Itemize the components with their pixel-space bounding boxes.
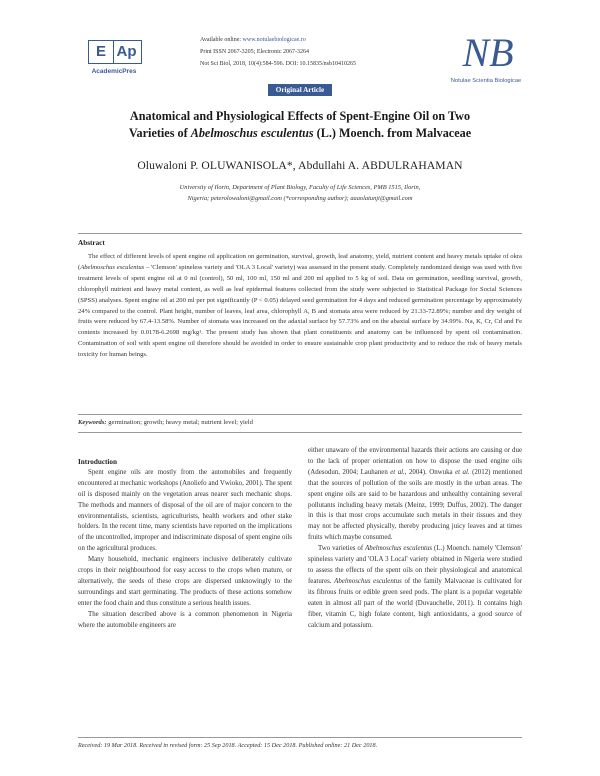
keywords-text: germination; growth; heavy metal; nutrient level; yield (106, 419, 253, 426)
journal-url[interactable]: www.notulaebiologicae.ro (242, 37, 306, 43)
abstract-text: The effect of different levels of spent engine oil application on germination, survival, growth, leaf anatomy, yield, nutrient content and heavy metals uptake of okra (Abelmoschus esculentus – 'Clemson' spineless variety and 'OLA 3 Local' variety) was assessed in the present study. Completely randomized design was used with five treatment levels of spent engine oil at 0 ml (control), 50 ml, 100 ml, 150 ml and 200 ml applied to 5 kg of soil. Data on germination, seedling survival, growth, chlorophyll nutrient and heavy metal content, as well as leaf epidermal features collected from the study were subjected to Statistical Package for Social Sciences (SPSS) analyses. Spent engine oil at 200 ml per pot significantly (P < 0.05) delayed seed germination for 4 days and reduced germination percentage by approximately 24% compared to the control. Plant height, number of leaves, leaf area, chlorophyll A, B and stomata area were reduced by 21.33-72.89%; number and dry weight of fruits were reduced by 67.4-13.58%. Number of stomata was increased on the adaxial surface by 57.73% and on the abaxial surface by 34.99%. Na, K, Cr, Cd and Fe contents increased by 0.0178-6.2698 mg/kg¹. The present study has shown that plant constituents and anatomy can be influenced by spent oil contamination. Contamination of soil with spent engine oil therefore should be avoided in order to ensure sustainable crop plant productivity and to reduce the risk of heavy metals toxicity for human beings. (78, 253, 522, 359)
right-column (308, 446, 522, 631)
author-list: Oluwaloni P. OLUWANISOLA*, Abdullahi A. ABDULRAHAMAN (137, 159, 463, 172)
introduction-heading: Introduction (78, 458, 118, 466)
divider-keywords-bottom (78, 432, 522, 433)
intro-paragraph-4: either unaware of the environmental hazards their actions are causing or due to the lack of proper orientation on how to dispose the used engine oils (Adesodun, 2004; Lauhanen et al., 2004). Onwuka et al. (2012) mentioned that the sources of pollution of the soils are mostly in the urban areas. The spent engine oils are said to be hazardous and unhealthy containing several pollutants including heavy metals (Meinz, 1999; Duffus, 2002). The danger in this is that most crops accumulate such metals in their tissues and they may not be affected physically, thereby producing juicy leaves and at times fruits which maybe consumed. (308, 447, 522, 542)
academicpres-logo (86, 40, 142, 84)
divider-top (78, 233, 522, 234)
intro-paragraph-1: Spent engine oils are mostly from the automobiles and frequently encountered at mechanic workshops (Anoliefo and Vwioko, 2001). The spent oil is disposed mainly on the vegetation areas nearer such mechanic shops. The methods and manners of disposal of the oil are of major concern to the environmentalists, scientists, agriculturists, health workers and other stake holders. In the recent time, many scientists have reported on the implications of the uncontrolled, improper and indiscriminate disposal of spent engine oils on the agricultural produces. (78, 468, 292, 553)
nsb-monogram: NB (462, 30, 514, 75)
divider-keywords-top (78, 414, 522, 415)
journal-info (200, 34, 410, 70)
abstract-heading: Abstract (78, 239, 105, 247)
keywords-label: Keywords: (78, 419, 107, 426)
intro-paragraph-5: Two varieties of Abelmoschus esculentus (L.) Moench. namely 'Clemson' spineless variety and 'OLA 3 Local' variety obtained in Nigeria were studied to assess the effects of the spent oils on their physiological and anatomical features. Abelmoschus esculentus of the family Malvaceae is cultivated for its fibrous fruits or edible green seed pods. The plant is a popular vegetable eaten in almost all part of the world (Duvauchelle, 2011). It contains high fiber, vitamin C, high folate content, high antioxidants, a good source of calcium and potassium. (308, 545, 522, 629)
keywords (78, 419, 522, 426)
affiliation: University of Ilorin, Department of Plant Biology, Faculty of Life Sciences, PMB 1515, Ilorin, Nigeria; peterolowaloni@gmail.com (*corresponding author); aaaolatunji@gmail.com (179, 184, 421, 202)
citation: Not Sci Biol, 2018, 10(4):584-596. DOI: 10.15835/nsb10410265 (200, 61, 356, 67)
received-dates: Received: 19 Mar 2018. Received in revised form: 25 Sep 2018. Accepted: 15 Dec 2018. Published online: 21 Dec 2018. (78, 742, 378, 749)
journal-name: Notulae Scientia Biologicae (450, 78, 522, 84)
divider-footer (78, 737, 522, 738)
online-availability: Available online: www.notulaebiologicae.ro (200, 37, 306, 43)
issn: Print ISSN 2067-3205; Electronic 2067-3264 (200, 49, 309, 55)
publisher-name: AcademicPres (91, 68, 137, 75)
nsb-logo (450, 30, 522, 90)
intro-paragraph-3: The situation described above is a common phenomenon in Nigeria where the automobile engineers are (78, 610, 292, 629)
logo-letter-e: E (88, 40, 114, 64)
intro-paragraph-2: Many household, mechanic engineers inclusive deliberately cultivate crops in their neighbourhood for easy access to the crops when mature, or alternatively, the seeds of these crops are dispersed unknowingly to the surroundings and start germinating. The products of these actions somehow enter the food chain and thus constitute a serious health issues. (78, 556, 292, 607)
left-column (78, 457, 292, 632)
article-title: Anatomical and Physiological Effects of Spent-Engine Oil on Two Varieties of Abelmoschus esculentus (L.) Moench. from Malvaceae (128, 109, 472, 140)
page-header (0, 0, 600, 96)
logo-letters-ap: Ap (112, 40, 142, 64)
article-type-badge: Original Article (268, 84, 332, 96)
